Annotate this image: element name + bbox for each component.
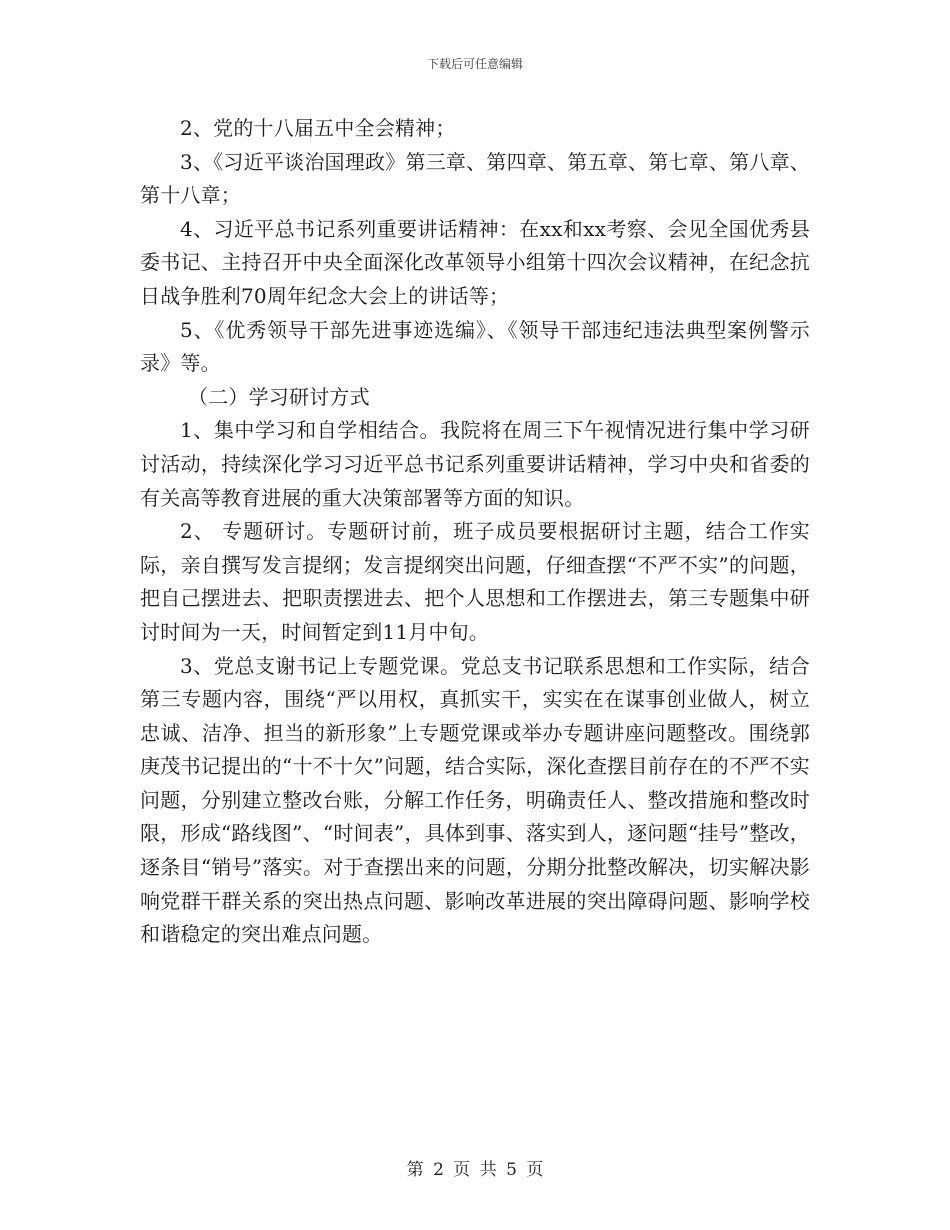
list-item-study-content-4: 4、习近平总书记系列重要讲话精神：在xx和xx考察、会见全国优秀县委书记、主持召开中央全面深化改革领导小组第十四次会议精神，在纪念抗日战争胜利70周年纪念大会上的讲话等； [140, 216, 810, 308]
list-item-study-content-3: 3、《习近平谈治国理政》第三章、第四章、第五章、第七章、第八章、第十八章； [140, 149, 810, 208]
list-item-method-3: 3、党总支谢书记上专题党课。党总支书记联系思想和工作实际，结合第三专题内容，围绕“严以用权，真抓实干，实实在在谋事创业做人，树立忠诚、洁净、担当的新形象”上专题党课或举办专题讲座问题整改。围绕郭庚茂书记提出的“十不十欠”问题，结合实际，深化查摆目前存在的不严不实问题，分别建立整改台账，分解工作任务，明确责任人、整改措施和整改时限，形成“路线图”、“时间表”，具体到事、落实到人，逐问题“挂号”整改，逐条目“销号”落实。对于查摆出来的问题，分期分批整改解决，切实解决影响党群干群关系的突出热点问题、影响改革进展的突出障碍问题、影响学校和谐稳定的突出难点问题。 [140, 653, 810, 947]
page-number-footer: 第 2 页 共 5 页 [406, 1160, 544, 1180]
list-item-study-content-2: 2、党的十八届五中全会精神； [180, 116, 456, 140]
section-heading-study-methods: （二）学习研讨方式 [188, 384, 370, 409]
list-item-study-content-5: 5、《优秀领导干部先进事迹选编》、《领导干部违纪违法典型案例警示录》等。 [140, 317, 810, 376]
page-header: 下载后可任意编辑 [426, 57, 523, 71]
list-item-method-1: 1、集中学习和自学相结合。我院将在周三下午视情况进行集中学习研讨活动，持续深化学习习近平总书记系列重要讲话精神，学习中央和省委的有关高等教育进展的重大决策部署等方面的知识。 [140, 418, 810, 510]
document-body [140, 112, 810, 952]
list-item-method-2: 2、 专题研讨。专题研讨前，班子成员要根据研讨主题，结合工作实际，亲自撰写发言提纲；发言提纲突出问题，仔细查摆“不严不实”的问题，把自己摆进去、把职责摆进去、把个人思想和工作摆进去，第三专题集中研讨时间为一天，时间暂定到11月中旬。 [140, 519, 810, 644]
